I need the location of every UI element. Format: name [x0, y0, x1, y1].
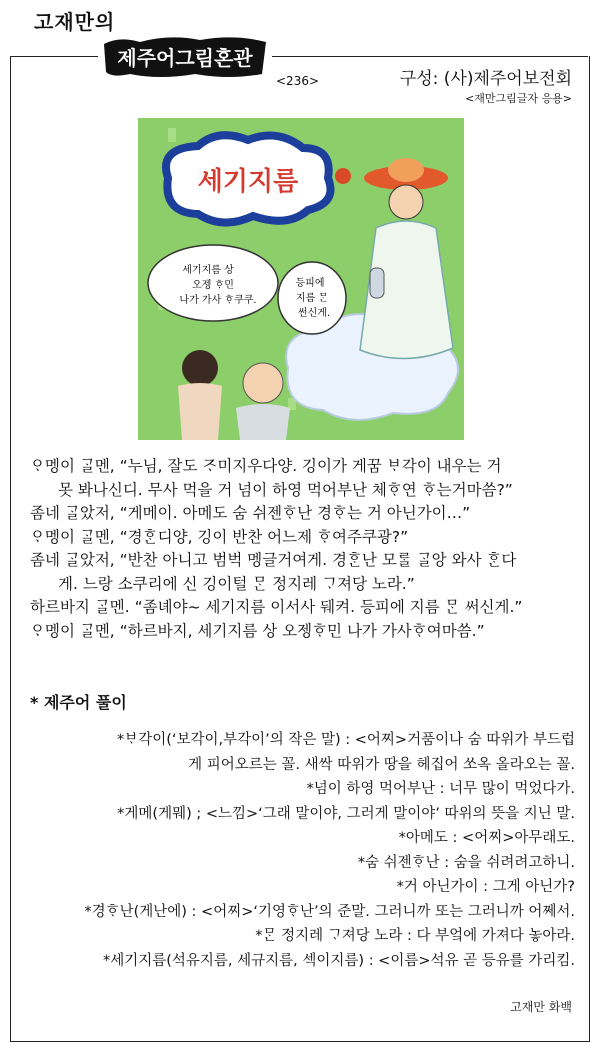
gloss-line: *ᄇᆞ각이(‘보각이,부각이’의 작은 말) : <어찌>거품이나 숨 따위가 부드럽	[116, 732, 575, 748]
gloss-line: *아메도 : <어찌>아무래도.	[398, 830, 575, 846]
artist-credit: 고재만 화백	[510, 1000, 572, 1014]
bubble-left-line-3: 나가 가사 ᄒᆞ쿠쿠.	[179, 295, 257, 306]
bubble-left-line-1: 세기지름 상	[182, 265, 234, 276]
story-line: 하르바지 ᄀᆞᆯ멘. “좀녜야~ 세기지름 이서사 뒈켜. 등피에 지름 ᄆᆞᆫ 써신게.”	[30, 598, 523, 616]
series-title: 고재만의	[34, 10, 116, 34]
font-note: <재만그림글자 응용>	[465, 92, 572, 105]
story-line: 좀네 ᄀᆞᆯ았저, “게메이. 아메도 숨 쉬젠ᄒᆞ난 경ᄒᆞ는 거 아닌가이…”	[30, 504, 471, 522]
gloss-list	[30, 728, 575, 973]
story-line: 게. 느랑 소쿠리에 신 깅이털 ᄆᆞᆫ 정지레 ᄀᆞ져당 노라.”	[58, 574, 415, 593]
gloss-line: *ᄆᆞᆫ 정지레 ᄀᆞ져당 노라 : 다 부엌에 가져다 놓아라.	[255, 928, 575, 944]
story-line: ᄋᆞ멩이 ᄀᆞᆯ멘, “하르바지, 세기지름 상 오젱ᄒᆞ민 나가 가사ᄒᆞ여마씀.”	[30, 621, 485, 640]
bubble-right-line-2: 지름 ᄆᆞᆫ	[295, 293, 329, 304]
gloss-line: *세기지름(석유지름, 세규지름, 섹이지름) : <이름>석유 곧 등유를 가리킴.	[102, 952, 575, 969]
story-line: ᄋᆞ멩이 ᄀᆞᆯ멘, “경ᄒᆞᆫ디양, 깅이 반찬 어느제 ᄒᆞ여주쿠광?”	[30, 527, 409, 546]
grandfather-face	[389, 185, 423, 219]
gloss-line: *거 아닌가이 : 그게 아닌가?	[396, 879, 575, 895]
story-text	[30, 455, 575, 643]
gloss-line: *넘이 하영 먹어부난 : 너무 많이 먹었다가.	[306, 781, 575, 797]
cartoon-illustration	[138, 118, 464, 440]
logo-text: 제주어그림혼관	[117, 46, 253, 70]
child-girl	[182, 350, 218, 386]
gloss-line: *게메(게뭬) ; <느낌>‘그래 말이야, 그러게 말이야’ 따위의 뜻을 지닌 말.	[117, 805, 575, 822]
series-logo	[100, 34, 270, 80]
story-line: 못 봐나신디. 무사 먹을 거 넘이 하영 먹어부난 체ᄒᆞ연 ᄒᆞ는거마씀?”	[58, 480, 513, 499]
title-art: 세기지름	[197, 167, 299, 197]
gloss-line: *숨 쉬젠ᄒᆞ난 : 숨을 쉬려려고하니.	[357, 854, 575, 871]
composer-credit: 구성: (사)제주어보전회	[399, 69, 572, 89]
bubble-left-line-2: 오젱 ᄒᆞ민	[192, 280, 234, 291]
gloss-line: *경ᄒᆞ난(게난에) : <어찌>‘기영ᄒᆞ난’의 준말. 그러니까 또는 그러니까 어쩨서.	[84, 903, 575, 920]
crab-icon	[335, 168, 351, 184]
issue-number: <236>	[276, 74, 320, 88]
gloss-line: 게 피어오르는 꼴. 새싹 따위가 땅을 헤집어 쏘옥 올라오는 꼴.	[188, 756, 575, 773]
story-line: ᄋᆞ멩이 ᄀᆞᆯ멘, “누님, 잘도 ᄌᆞ미지우다양. 깅이가 게꿈 ᄇᆞ각이 내우는 거	[30, 457, 502, 475]
lamp-icon	[370, 268, 384, 298]
child-boy	[243, 363, 283, 403]
gloss-heading: * 제주어 풀이	[30, 693, 127, 712]
bubble-right-line-1: 등피에	[295, 278, 325, 289]
story-line: 좀네 ᄀᆞᆯ았저, “반찬 아니고 범벅 멩글거여게. 경ᄒᆞᆫ난 모ᄅᆞᆯ ᄀᆞᆯ앙 와사 ᄒᆞᆫ다	[30, 551, 517, 569]
bubble-right-line-3: 썬신게.	[297, 308, 331, 319]
